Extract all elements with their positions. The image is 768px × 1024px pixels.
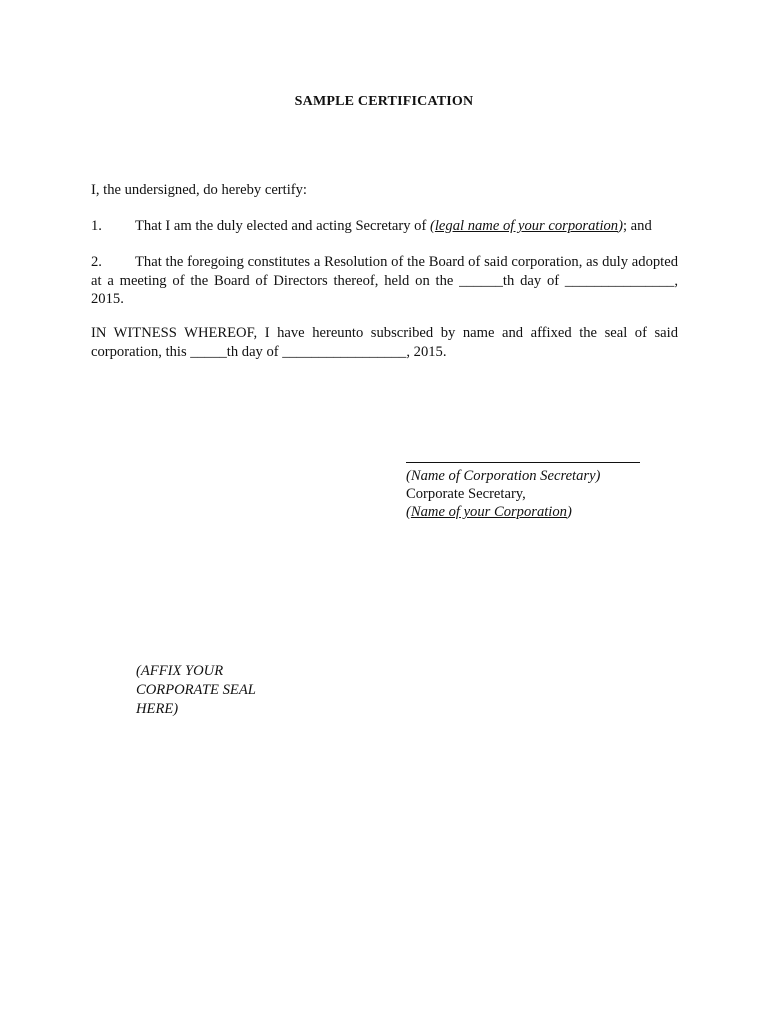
seal-line-3: HERE) (136, 701, 179, 717)
item-1-text: That I am the duly elected and acting Secretary of (135, 218, 430, 234)
secretary-name-placeholder: (Name of Corporation Secretary) (406, 468, 601, 484)
signature-line (406, 462, 640, 463)
item-2-number: 2. (91, 254, 102, 270)
item-2-text: That the foregoing constitutes a Resolution of the Board of said corporation, as duly adopted at a meeting of the Board of Directors thereof, held on the ______th day of _______________, 2015. (91, 254, 678, 307)
item-1-text-after: ; and (622, 218, 652, 234)
item-1-paragraph (91, 217, 678, 236)
item-2-paragraph (91, 253, 678, 309)
witness-paragraph: IN WITNESS WHEREOF, I have hereunto subscribed by name and affixed the seal of said corporation, this _____th day of _________________, 2015. (91, 325, 678, 360)
item-1-close-paren: ) (618, 218, 623, 234)
item-1-placeholder: legal name of your corporation (434, 218, 619, 234)
document-title: SAMPLE CERTIFICATION (294, 94, 474, 109)
secretary-role: Corporate Secretary, (406, 486, 526, 502)
item-1-open-paren: ( (430, 218, 435, 234)
corp-close-paren: ) (566, 504, 572, 520)
corporation-name-line (406, 503, 706, 521)
item-1-number: 1. (91, 218, 102, 234)
seal-line-1: (AFFIX YOUR (136, 663, 224, 679)
corporation-name-placeholder: Name of your Corporation (410, 504, 567, 520)
corp-open-paren: ( (406, 504, 411, 520)
intro-paragraph: I, the undersigned, do hereby certify: (91, 182, 307, 198)
seal-instruction (136, 662, 336, 719)
signature-block (406, 467, 706, 521)
seal-line-2: CORPORATE SEAL (136, 682, 256, 698)
